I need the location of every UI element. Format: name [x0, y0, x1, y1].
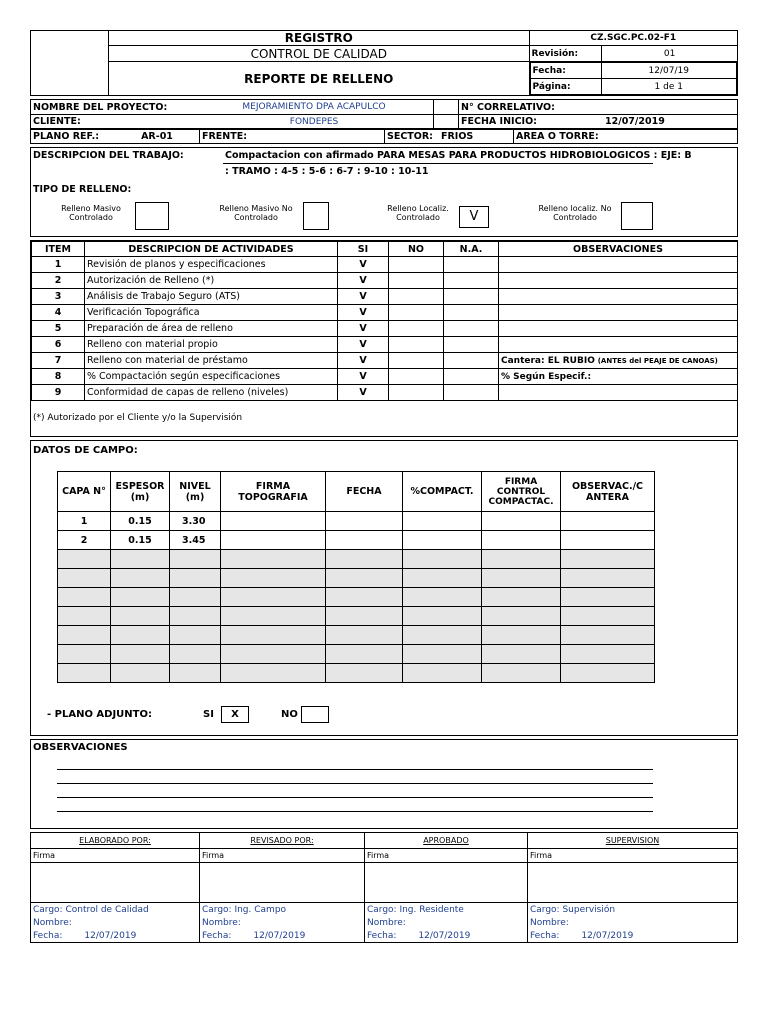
actividad-desc: Preparación de área de relleno — [85, 321, 338, 337]
revision-value: 01 — [602, 46, 738, 62]
pagina-label: Página: — [530, 79, 601, 95]
campo-nivel — [170, 626, 221, 645]
campo-firma-control[interactable] — [482, 588, 561, 607]
actividad-na[interactable] — [444, 353, 499, 369]
firma-signature-space[interactable] — [528, 863, 738, 903]
actividad-na[interactable] — [444, 289, 499, 305]
campo-observac[interactable] — [561, 626, 655, 645]
actividad-row — [32, 273, 738, 289]
header-table — [30, 30, 738, 96]
plano-table — [30, 129, 738, 144]
plano-adjunto-label: - PLANO ADJUNTO: — [47, 709, 152, 720]
firmas-table — [30, 832, 738, 943]
campo-observac[interactable] — [561, 607, 655, 626]
actividad-no[interactable] — [389, 289, 444, 305]
header-control-calidad: CONTROL DE CALIDAD — [109, 46, 529, 62]
actividad-si[interactable]: V — [338, 385, 389, 401]
fecha-inicio-label: FECHA INICIO: — [459, 115, 604, 129]
actividad-si[interactable]: V — [338, 305, 389, 321]
col-firma-topografia: FIRMA TOPOGRAFIA — [221, 472, 326, 512]
actividad-no[interactable] — [389, 337, 444, 353]
actividad-desc: Relleno con material propio — [85, 337, 338, 353]
area-label: AREA O TORRE: — [514, 130, 738, 144]
campo-firma-control[interactable] — [482, 531, 561, 550]
campo-espesor — [111, 569, 170, 588]
actividad-row — [32, 305, 738, 321]
nombre-proyecto-label: NOMBRE DEL PROYECTO: — [31, 100, 196, 115]
plano-no-label: NO — [281, 709, 298, 720]
actividad-no[interactable] — [389, 305, 444, 321]
firma-nombre: Nombre: — [528, 917, 738, 930]
actividad-obs-note: (ANTES del PEAJE DE CANOAS) — [597, 356, 718, 365]
actividad-no[interactable] — [389, 273, 444, 289]
observaciones-section — [30, 739, 738, 829]
campo-nivel: 3.45 — [170, 531, 221, 550]
campo-fecha[interactable] — [326, 550, 403, 569]
col-fecha: FECHA — [326, 472, 403, 512]
actividad-item: 3 — [32, 289, 85, 305]
campo-espesor — [111, 626, 170, 645]
col-observac-cantera: OBSERVAC./C ANTERA — [561, 472, 655, 512]
actividad-row — [32, 257, 738, 273]
campo-espesor — [111, 550, 170, 569]
actividad-desc: Revisión de planos y especificaciones — [85, 257, 338, 273]
campo-nivel — [170, 607, 221, 626]
actividad-row — [32, 337, 738, 353]
firma-nombre: Nombre: — [365, 917, 528, 930]
campo-espesor — [111, 588, 170, 607]
campo-row — [58, 645, 655, 664]
actividad-no[interactable] — [389, 321, 444, 337]
actividad-si[interactable]: V — [338, 369, 389, 385]
campo-fecha[interactable] — [326, 626, 403, 645]
campo-compact[interactable] — [403, 645, 482, 664]
actividad-obs: % Según Especif.: — [501, 371, 592, 382]
firma-signature-space[interactable] — [200, 863, 365, 903]
header-registro: REGISTRO — [109, 31, 529, 46]
frente-label: FRENTE: — [200, 130, 385, 144]
descripcion-section: DESCRIPCION DEL TRABAJO: Compactacion con afirmado PARA MESAS PARA PRODUCTOS HIDROBIOLOGICOS : EJE: B : TRAMO : 4-5 : 5-6 : 6-7 : 9-10 : 10-11 TIPO DE RELLENO: Relleno Masivo Controlado Relleno Masivo No Controlado Relleno Localiz. Controlado V Relleno localiz. No Controlado — [30, 147, 738, 237]
campo-nivel: 3.30 — [170, 512, 221, 531]
campo-espesor: 0.15 — [111, 512, 170, 531]
actividad-no[interactable] — [389, 353, 444, 369]
actividad-si[interactable]: V — [338, 337, 389, 353]
tipo-checkbox[interactable] — [135, 202, 169, 230]
header-report-title: REPORTE DE RELLENO — [109, 62, 529, 96]
actividad-na[interactable] — [444, 273, 499, 289]
campo-fecha[interactable] — [326, 645, 403, 664]
firma-fecha: Fecha: 12/07/2019 — [200, 930, 365, 943]
actividad-item: 6 — [32, 337, 85, 353]
actividad-na[interactable] — [444, 369, 499, 385]
plano-no-checkbox[interactable] — [301, 706, 329, 723]
actividad-no[interactable] — [389, 385, 444, 401]
campo-firma-topografia[interactable] — [221, 569, 326, 588]
campo-observac[interactable] — [561, 664, 655, 683]
firma-nombre: Nombre: — [200, 917, 365, 930]
campo-row — [58, 531, 655, 550]
campo-capa — [58, 645, 111, 664]
actividad-row — [32, 289, 738, 305]
campo-fecha[interactable] — [326, 569, 403, 588]
actividad-obs: Cantera: EL RUBIO — [501, 355, 595, 366]
descripcion-line2: : TRAMO : 4-5 : 5-6 : 6-7 : 9-10 : 10-11 — [225, 166, 429, 177]
campo-compact[interactable] — [403, 550, 482, 569]
firma-cargo: Cargo: Ing. Residente — [365, 903, 528, 917]
col-item: ITEM — [32, 242, 85, 257]
campo-nivel — [170, 645, 221, 664]
campo-row — [58, 664, 655, 683]
campo-row — [58, 569, 655, 588]
firma-label: Firma — [528, 849, 738, 863]
actividad-item: 1 — [32, 257, 85, 273]
campo-nivel — [170, 664, 221, 683]
firma-title: SUPERVISION — [528, 833, 738, 849]
nombre-proyecto-value: MEJORAMIENTO DPA ACAPULCO — [195, 100, 434, 115]
actividad-si[interactable]: V — [338, 273, 389, 289]
fecha-label: Fecha: — [530, 63, 601, 79]
campo-capa — [58, 626, 111, 645]
actividad-si[interactable]: V — [338, 321, 389, 337]
tipo-checkbox[interactable] — [303, 202, 329, 230]
campo-observac[interactable] — [561, 550, 655, 569]
firma-title: ELABORADO POR: — [31, 833, 200, 849]
campo-fecha[interactable] — [326, 588, 403, 607]
campo-capa — [58, 664, 111, 683]
plano-value: AR-01 — [115, 130, 200, 144]
campo-capa: 2 — [58, 531, 111, 550]
cliente-value: FONDEPES — [195, 115, 434, 129]
campo-fecha[interactable] — [326, 531, 403, 550]
campo-espesor — [111, 664, 170, 683]
firma-signature-space[interactable] — [365, 863, 528, 903]
campo-section — [30, 440, 738, 736]
actividad-item: 4 — [32, 305, 85, 321]
actividad-no[interactable] — [389, 369, 444, 385]
campo-row — [58, 512, 655, 531]
firma-fecha: Fecha: 12/07/2019 — [31, 930, 200, 943]
revision-label: Revisión: — [529, 46, 602, 62]
actividad-na[interactable] — [444, 305, 499, 321]
campo-firma-topografia[interactable] — [221, 512, 326, 531]
firma-cargo: Cargo: Ing. Campo — [200, 903, 365, 917]
firma-label: Firma — [365, 849, 528, 863]
obs-line — [57, 769, 653, 770]
campo-compact[interactable] — [403, 588, 482, 607]
campo-firma-control[interactable] — [482, 664, 561, 683]
actividad-row — [32, 321, 738, 337]
actividad-desc: % Compactación según especificaciones — [85, 369, 338, 385]
campo-espesor: 0.15 — [111, 531, 170, 550]
actividad-desc: Relleno con material de préstamo — [85, 353, 338, 369]
campo-fecha[interactable] — [326, 607, 403, 626]
actividad-si[interactable]: V — [338, 257, 389, 273]
sector-value: FRIOS — [439, 130, 514, 144]
firma-signature-space[interactable] — [31, 863, 200, 903]
campo-row — [58, 588, 655, 607]
actividad-item: 7 — [32, 353, 85, 369]
col-firma-control: FIRMA CONTROL COMPACTAC. — [482, 472, 561, 512]
campo-compact[interactable] — [403, 664, 482, 683]
campo-observac[interactable] — [561, 645, 655, 664]
campo-nivel — [170, 550, 221, 569]
campo-firma-control[interactable] — [482, 626, 561, 645]
cliente-label: CLIENTE: — [31, 115, 196, 129]
campo-capa — [58, 569, 111, 588]
campo-firma-topografia[interactable] — [221, 607, 326, 626]
obs-line — [57, 811, 653, 812]
campo-nivel — [170, 588, 221, 607]
firma-label: Firma — [31, 849, 200, 863]
campo-capa — [58, 550, 111, 569]
actividad-desc: Verificación Topográfica — [85, 305, 338, 321]
firma-cargo: Cargo: Control de Calidad — [31, 903, 200, 917]
campo-capa — [58, 588, 111, 607]
firma-cargo: Cargo: Supervisión — [528, 903, 738, 917]
document-page — [30, 30, 738, 943]
col-observaciones: OBSERVACIONES — [499, 242, 738, 257]
campo-capa — [58, 607, 111, 626]
campo-fecha[interactable] — [326, 664, 403, 683]
actividad-na[interactable] — [444, 257, 499, 273]
actividad-desc: Conformidad de capas de relleno (niveles) — [85, 385, 338, 401]
firma-fecha: Fecha: 12/07/2019 — [528, 930, 738, 943]
sector-label: SECTOR: — [385, 130, 440, 144]
actividad-si[interactable]: V — [338, 353, 389, 369]
campo-row — [58, 626, 655, 645]
logo-cell — [31, 31, 109, 96]
col-espesor: ESPESOR (m) — [111, 472, 170, 512]
campo-compact[interactable] — [403, 512, 482, 531]
fecha-value: 12/07/19 — [601, 63, 736, 79]
firma-nombre: Nombre: — [31, 917, 200, 930]
firma-label: Firma — [200, 849, 365, 863]
campo-observac[interactable] — [561, 531, 655, 550]
project-table — [30, 99, 738, 129]
campo-firma-control[interactable] — [482, 512, 561, 531]
actividad-desc: Análisis de Trabajo Seguro (ATS) — [85, 289, 338, 305]
actividad-si[interactable]: V — [338, 289, 389, 305]
campo-firma-control[interactable] — [482, 607, 561, 626]
campo-observac[interactable] — [561, 588, 655, 607]
campo-firma-control[interactable] — [482, 550, 561, 569]
actividad-item: 2 — [32, 273, 85, 289]
pagina-value: 1 de 1 — [601, 79, 736, 95]
col-capa: CAPA N° — [58, 472, 111, 512]
correlativo-label: N° CORRELATIVO: — [459, 100, 604, 115]
plano-si-checkbox[interactable]: X — [221, 706, 249, 723]
campo-firma-topografia[interactable] — [221, 531, 326, 550]
fecha-inicio-value: 12/07/2019 — [603, 115, 738, 129]
actividades-table — [31, 241, 738, 401]
actividad-na[interactable] — [444, 385, 499, 401]
header-code: CZ.SGC.PC.02-F1 — [529, 31, 737, 46]
actividades-section — [30, 240, 738, 437]
actividad-na[interactable] — [444, 321, 499, 337]
campo-row — [58, 607, 655, 626]
campo-firma-control[interactable] — [482, 645, 561, 664]
campo-firma-topografia[interactable] — [221, 664, 326, 683]
descripcion-label: DESCRIPCION DEL TRABAJO: — [33, 150, 184, 161]
actividad-no[interactable] — [389, 257, 444, 273]
actividad-row — [32, 385, 738, 401]
campo-observac[interactable] — [561, 512, 655, 531]
campo-espesor — [111, 645, 170, 664]
descripcion-line1: Compactacion con afirmado PARA MESAS PARA PRODUCTOS HIDROBIOLOGICOS : EJE: B — [225, 150, 692, 161]
actividades-note: (*) Autorizado por el Cliente y/o la Supervisión — [33, 413, 243, 423]
campo-label: DATOS DE CAMPO: — [33, 445, 138, 456]
actividad-item: 9 — [32, 385, 85, 401]
tipo-checkbox[interactable]: V — [459, 206, 489, 228]
col-descripcion: DESCRIPCION DE ACTIVIDADES — [85, 242, 338, 257]
col-no: NO — [389, 242, 444, 257]
col-si: SI — [338, 242, 389, 257]
campo-capa: 1 — [58, 512, 111, 531]
observaciones-label: OBSERVACIONES — [33, 742, 128, 753]
firma-title: REVISADO POR: — [200, 833, 365, 849]
campo-fecha[interactable] — [326, 512, 403, 531]
plano-si-label: SI — [203, 709, 214, 720]
tipo-checkbox[interactable] — [621, 202, 653, 230]
firma-fecha: Fecha: 12/07/2019 — [365, 930, 528, 943]
campo-compact[interactable] — [403, 626, 482, 645]
col-compact: %COMPACT. — [403, 472, 482, 512]
campo-firma-topografia[interactable] — [221, 588, 326, 607]
tipo-relleno-label: TIPO DE RELLENO: — [33, 184, 132, 195]
campo-firma-topografia[interactable] — [221, 626, 326, 645]
actividad-item: 5 — [32, 321, 85, 337]
campo-compact[interactable] — [403, 569, 482, 588]
campo-nivel — [170, 569, 221, 588]
actividad-item: 8 — [32, 369, 85, 385]
actividad-row — [32, 353, 738, 369]
actividad-na[interactable] — [444, 337, 499, 353]
col-nivel: NIVEL (m) — [170, 472, 221, 512]
campo-table — [57, 471, 655, 683]
actividad-desc: Autorización de Relleno (*) — [85, 273, 338, 289]
actividad-row — [32, 369, 738, 385]
campo-compact[interactable] — [403, 531, 482, 550]
col-na: N.A. — [444, 242, 499, 257]
campo-compact[interactable] — [403, 607, 482, 626]
plano-label: PLANO REF.: — [31, 130, 116, 144]
obs-line — [57, 797, 653, 798]
campo-firma-topografia[interactable] — [221, 550, 326, 569]
campo-observac[interactable] — [561, 569, 655, 588]
firma-title: APROBADO — [365, 833, 528, 849]
campo-espesor — [111, 607, 170, 626]
obs-line — [57, 783, 653, 784]
campo-firma-control[interactable] — [482, 569, 561, 588]
campo-row — [58, 550, 655, 569]
campo-firma-topografia[interactable] — [221, 645, 326, 664]
